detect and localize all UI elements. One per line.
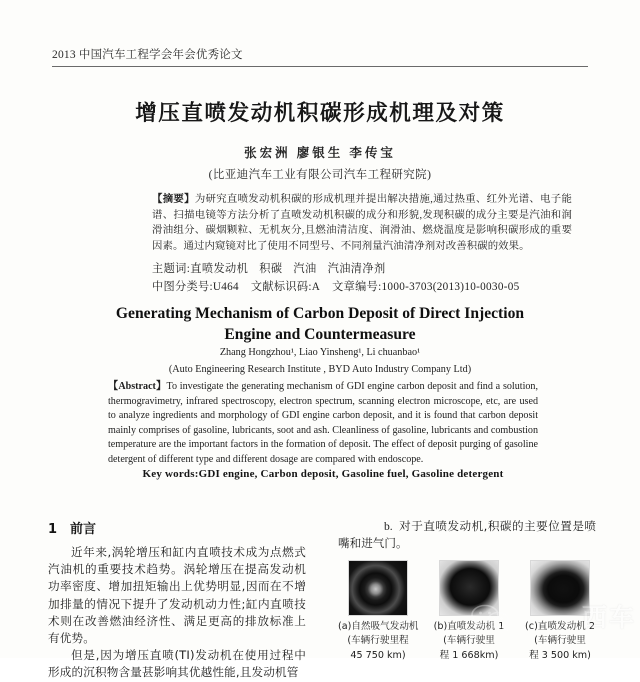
column-left xyxy=(48,518,306,682)
body-columns xyxy=(48,518,596,680)
figure-c xyxy=(520,560,600,663)
figure-b-photo xyxy=(439,560,499,616)
figure-b-caption xyxy=(429,620,509,663)
doc-code-value: A xyxy=(311,281,321,293)
figure-b-caption-line3: 程 1 668km) xyxy=(439,649,499,661)
article-id-value: 1000-3703(2013)10-0030-05 xyxy=(381,281,520,293)
abstract-english-body: To investigate the generating mechanism of GDI engine carbon deposit and find a solution, thermogravimetry, infrared spectroscopy, electron spectrum, scanning electron microscope, etc, are used to analyze ingredients and morphology of GDI engine carbon deposit, and it is found that carbon deposit mainly comprises of gasoline, lubricants, soot and ash. Cleanliness of gasoline, lubricants and combustion temperature are the important factors in the formation of deposit. The effect of deposit purging of gasoline detergent of different type and different dosage are compared with endoscope. xyxy=(108,381,538,465)
page-title-chinese: 增压直喷发动机积碳形成机理及对策 xyxy=(135,101,505,126)
figure-a-caption-line2: (车辆行驶里程 xyxy=(347,635,409,647)
abstract-chinese-label: 【摘要】 xyxy=(152,194,195,205)
section-title: 前言 xyxy=(70,522,97,537)
section-number: 1 xyxy=(48,522,58,537)
paragraph-item-b xyxy=(338,518,596,553)
authors-english: Zhang Hongzhou¹, Liao Yinsheng¹, Li chuanbao¹ xyxy=(219,347,421,358)
keywords-chinese xyxy=(152,261,572,278)
keywords-chinese-label: 主题词: xyxy=(152,263,191,275)
list-item-text: 对于直喷发动机,积碳的主要位置是喷嘴和进气门。 xyxy=(338,519,596,551)
figure-c-caption-line3: 程 3 500 km) xyxy=(529,649,591,661)
list-item-tag: b. xyxy=(384,520,393,533)
affiliation-english: (Auto Engineering Research Institute , BYD Auto Industry Company Ltd) xyxy=(168,364,472,375)
page-title-english-line1: Generating Mechanism of Carbon Deposit of Direct Injection xyxy=(115,305,525,322)
running-head: 2013 中国汽车工程学会年会优秀论文 xyxy=(52,49,243,61)
clc-value: U464 xyxy=(212,281,239,293)
paragraph-intro-1: 近年来,涡轮增压和缸内直喷技术成为点燃式汽油机的重要技术趋势。涡轮增压在提高发动机功率密度、增加扭矩输出上优势明显,因而在不增加排量的情况下提升了发动机动力性;缸内直喷技术则在改善燃油经济性、满足更高的排放标准上有优势。 xyxy=(48,545,306,646)
section-heading xyxy=(48,518,306,537)
watermark-text: 西车 xyxy=(581,603,636,632)
keyword-2: 积碳 xyxy=(259,263,283,275)
doc-code-label: 文献标识码: xyxy=(250,281,312,293)
figure-c-photo xyxy=(530,560,590,616)
abstract-english xyxy=(108,380,538,468)
keywords-english-label: Key words: xyxy=(142,468,199,480)
figure-a-caption-line1: (a)自然吸气发动机 xyxy=(338,621,419,632)
column-right xyxy=(338,518,596,661)
affiliation-chinese: (比亚迪汽车工业有限公司汽车工程研究院) xyxy=(208,169,432,181)
keyword-4: 汽油清净剂 xyxy=(327,263,386,275)
figure-a xyxy=(338,560,418,663)
classification-line xyxy=(152,279,582,296)
figure-c-caption-line2: (车辆行驶里 xyxy=(534,635,586,647)
keywords-english-value: GDI engine, Carbon deposit, Gasoline fuel, Gasoline detergent xyxy=(198,468,504,480)
figure-c-caption xyxy=(520,620,600,663)
clc-label: 中图分类号: xyxy=(152,281,213,293)
abstract-chinese xyxy=(152,192,572,254)
figure-b-caption-line1: (b)直喷发动机 1 xyxy=(433,621,505,632)
page-title-english-line2: Engine and Countermeasure xyxy=(224,326,416,343)
running-head-rule xyxy=(52,66,588,67)
authors-chinese: 张宏洲 廖银生 李传宝 xyxy=(244,146,396,160)
figure-a-photo xyxy=(348,560,408,616)
paragraph-intro-2: 但是,因为增压直喷(TI)发动机在使用过程中形成的沉积物含量甚影响其优越性能,且发动机管 xyxy=(48,648,306,680)
keyword-1: 直喷发动机 xyxy=(190,263,249,275)
figure-row xyxy=(338,560,600,663)
figure-b xyxy=(429,560,509,663)
figure-a-caption-line3: 45 750 km) xyxy=(350,649,406,661)
figure-c-caption-line1: (c)直喷发动机 2 xyxy=(525,621,595,632)
keywords-english xyxy=(108,468,538,480)
figure-b-caption-line2: (车辆行驶里 xyxy=(443,635,495,647)
page-title-english xyxy=(80,303,560,345)
abstract-chinese-body: 为研究直喷发动机积碳的形成机理并提出解决措施,通过热重、红外光谱、电子能谱、扫描电镜等方法分析了直喷发动机积碳的成分和形貌,发现积碳的成分主要是汽油和润滑油组分、碳烟颗粒、无机灰分,且燃油清洁度、润滑油、燃烧温度是影响积碳形成的重要因素。通过内窥镜对比了使用不同型号、不同剂量汽油清净剂对改善积碳的效果。 xyxy=(152,194,572,252)
abstract-english-label: 【Abstract】 xyxy=(108,381,167,392)
keyword-3: 汽油 xyxy=(293,263,317,275)
figure-a-caption xyxy=(338,620,418,663)
article-id-label: 文章编号: xyxy=(332,281,382,293)
